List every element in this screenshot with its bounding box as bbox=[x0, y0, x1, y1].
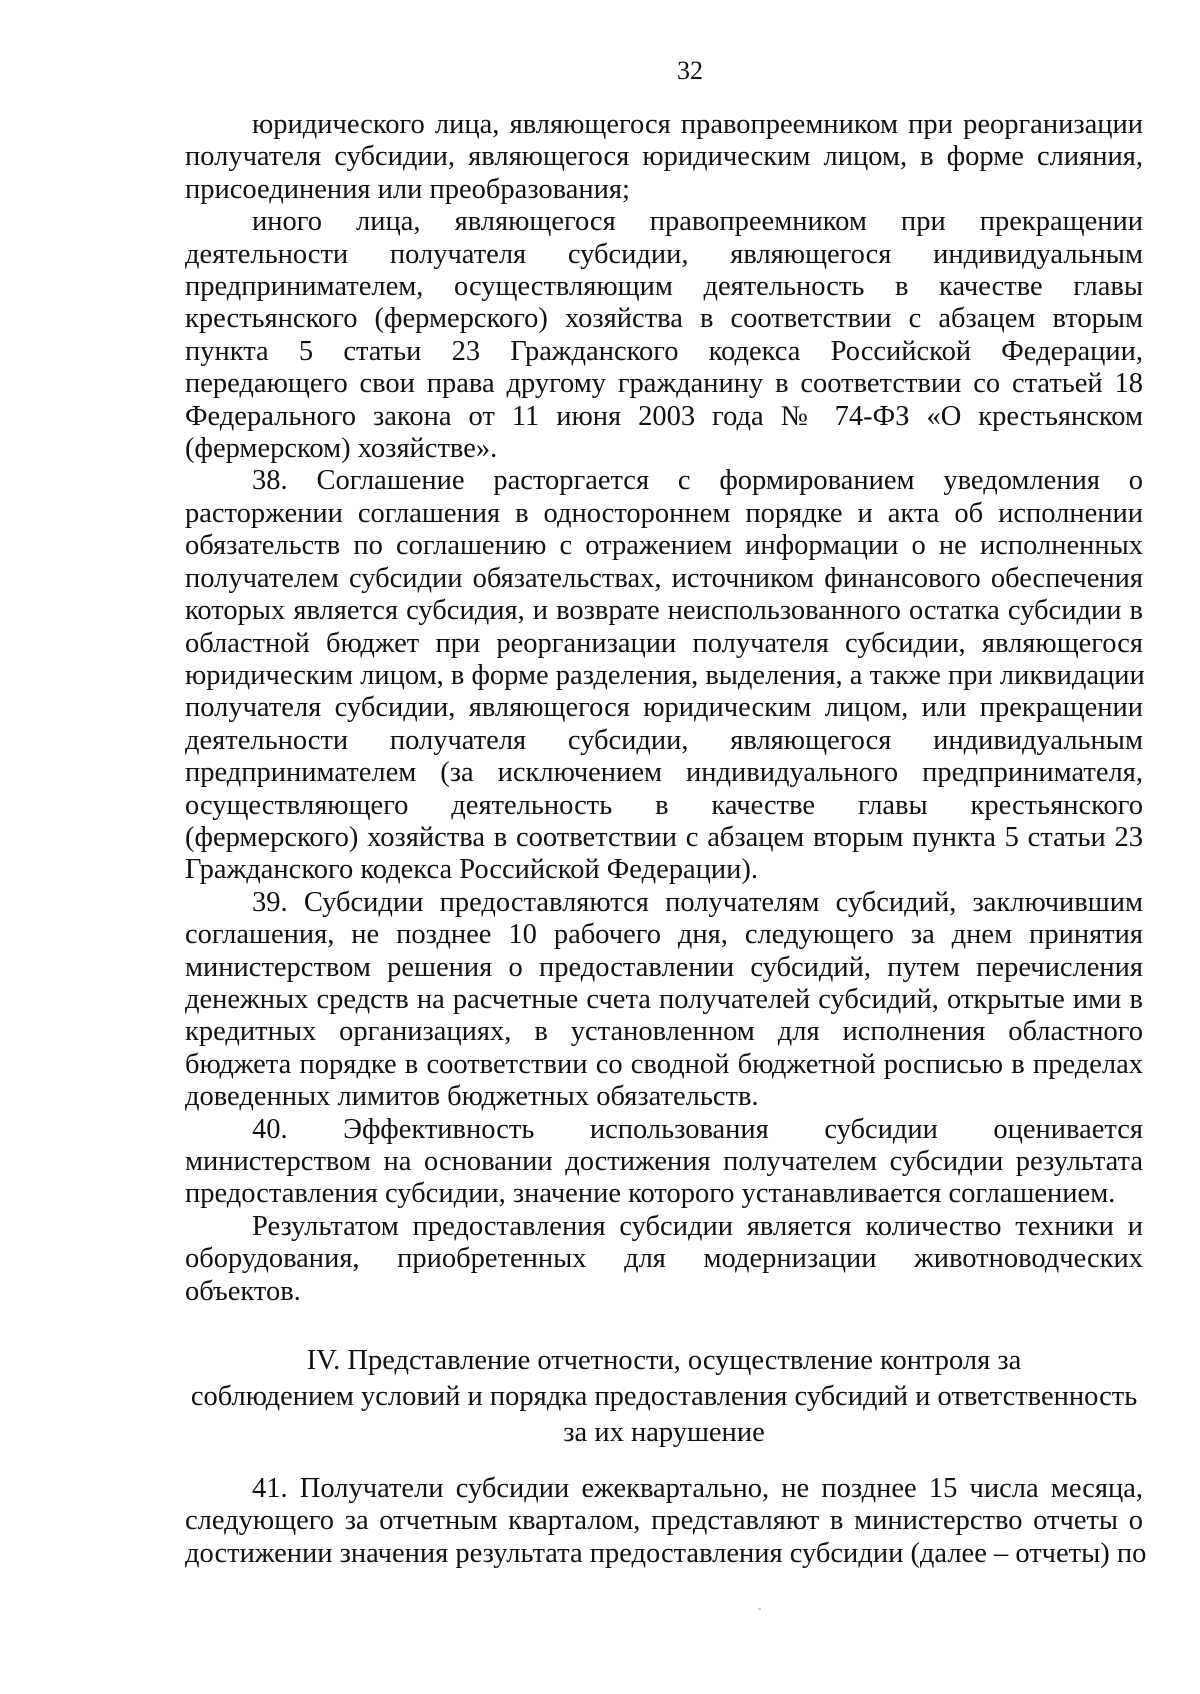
text-line: бюджета порядке в соответствии со сводной бюджетной росписью в пределах bbox=[185, 1048, 1143, 1080]
text-line: предпринимателем (за исключением индивидуального предпринимателя, bbox=[185, 757, 1143, 789]
text-line: Федерального закона от 11 июня 2003 года № 74-ФЗ «О крестьянском bbox=[185, 400, 1143, 432]
text-line: 40. Эффективность использования субсидии оценивается bbox=[252, 1113, 1143, 1145]
text-line: получателя субсидии, являющегося юридическим лицом, в форме слияния, bbox=[185, 141, 1143, 173]
text-line: осуществляющего деятельность в качестве главы крестьянского bbox=[185, 789, 1143, 821]
section-heading bbox=[185, 1343, 1143, 1451]
text-line: присоединения или преобразования; bbox=[185, 173, 630, 205]
text-line: получателя субсидии, являющегося юридическим лицом, или прекращении bbox=[185, 692, 1143, 724]
text-line: расторжении соглашения в одностороннем порядке и акта об исполнении bbox=[185, 497, 1143, 529]
heading-line: IV. Представление отчетности, осуществление контроля за bbox=[306, 1345, 1022, 1376]
text-line: доведенных лимитов бюджетных обязательств. bbox=[185, 1081, 759, 1113]
text-line: объектов. bbox=[185, 1275, 301, 1307]
text-line: денежных средств на расчетные счета получателей субсидий, открытые ими в bbox=[185, 983, 1143, 1015]
text-line: министерством на основании достижения получателем субсидии результата bbox=[185, 1146, 1143, 1177]
body-text bbox=[185, 109, 1143, 1308]
text-line: соглашения, не позднее 10 рабочего дня, следующего за днем принятия bbox=[185, 919, 1143, 951]
text-line: (фермерского) хозяйства в соответствии с абзацем вторым пункта 5 статьи 23 bbox=[185, 821, 1143, 853]
text-line: предпринимателем, осуществляющим деятельность в качестве главы bbox=[185, 271, 1143, 303]
text-line: 38. Соглашение расторгается с формированием уведомления о bbox=[252, 465, 1143, 497]
text-line: 41. Получатели субсидии ежеквартально, не позднее 15 числа месяца, bbox=[252, 1473, 1143, 1504]
text-line: обязательств по соглашению с отражением информации о не исполненных bbox=[185, 530, 1143, 562]
text-line: достижении значения результата предоставления субсидии (далее – отчеты) по bbox=[185, 1537, 1147, 1569]
section-body-text bbox=[185, 1473, 1147, 1570]
scan-artifact bbox=[758, 1608, 761, 1610]
text-line: (фермерском) хозяйстве». bbox=[185, 433, 498, 465]
page-number: 32 bbox=[677, 56, 703, 85]
text-line: министерством решения о предоставлении субсидий, путем перечисления bbox=[185, 951, 1143, 983]
text-line: Гражданского кодекса Российской Федерации). bbox=[185, 854, 759, 886]
text-line: крестьянского (фермерского) хозяйства в соответствии с абзацем вторым bbox=[185, 303, 1143, 335]
text-line: 39. Субсидии предоставляются получателям субсидий, заключившим bbox=[252, 886, 1143, 918]
heading-line: соблюдением условий и порядка предоставления субсидий и ответственность bbox=[190, 1381, 1138, 1412]
text-line: областной бюджет при реорганизации получателя субсидии, являющегося bbox=[185, 627, 1143, 659]
text-line: получателем субсидии обязательствах, источником финансового обеспечения bbox=[185, 562, 1143, 594]
text-line: предоставления субсидии, значение которого устанавливается соглашением. bbox=[185, 1178, 1116, 1210]
text-line: оборудования, приобретенных для модернизации животноводческих bbox=[185, 1243, 1143, 1275]
text-line: юридического лица, являющегося правопреемником при реорганизации bbox=[252, 109, 1143, 140]
text-line: деятельности получателя субсидии, являющегося индивидуальным bbox=[185, 724, 1143, 756]
text-line: следующего за отчетным кварталом, представляют в министерство отчеты о bbox=[185, 1505, 1143, 1537]
text-line: юридическим лицом, в форме разделения, выделения, а также при ликвидации bbox=[185, 659, 1145, 691]
text-line: пункта 5 статьи 23 Гражданского кодекса Российской Федерации, bbox=[185, 335, 1143, 367]
text-line: передающего свои права другому гражданину в соответствии со статьей 18 bbox=[185, 368, 1143, 400]
text-line: деятельности получателя субсидии, являющегося индивидуальным bbox=[185, 238, 1143, 270]
text-line: Результатом предоставления субсидии является количество техники и bbox=[252, 1210, 1143, 1242]
text-line: кредитных организациях, в установленном для исполнения областного bbox=[185, 1016, 1143, 1048]
text-line: которых является субсидия, и возврате неиспользованного остатка субсидии в bbox=[185, 595, 1143, 627]
text-line: иного лица, являющегося правопреемником при прекращении bbox=[252, 206, 1143, 238]
heading-line: за их нарушение bbox=[563, 1417, 765, 1448]
